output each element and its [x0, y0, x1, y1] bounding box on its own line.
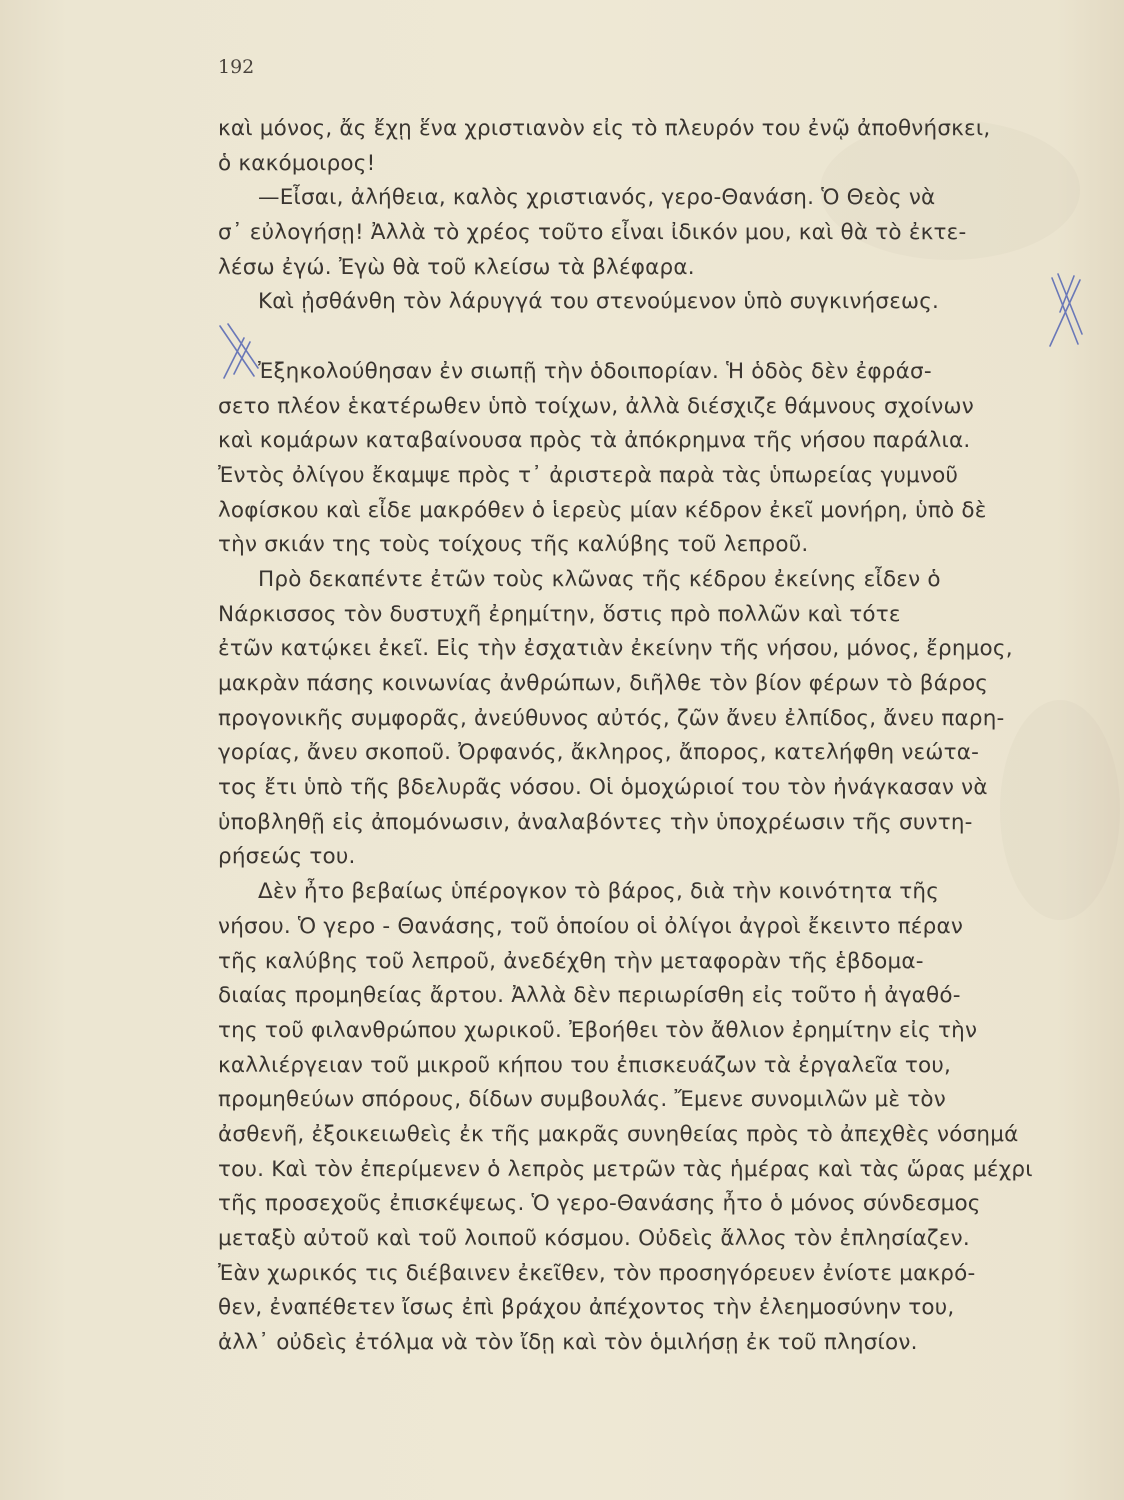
text-line: προμηθεύων σπόρους, δίδων συμβουλάς. Ἔμενε συνομιλῶν μὲ τὸν — [218, 1087, 946, 1113]
text-line: λοφίσκου καὶ εἶδε μακρόθεν ὁ ἱερεὺς μίαν κέδρον ἐκεῖ μονήρη, ὑπὸ δὲ — [218, 497, 987, 523]
text-line: διαίας προμηθείας ἄρτου. Ἀλλὰ δὲν περιωρίσθη εἰς τοῦτο ἡ ἀγαθό- — [218, 983, 961, 1009]
text-line: σ᾿ εὐλογήσῃ! Ἀλλὰ τὸ χρέος τοῦτο εἶναι ἰδικόν μου, καὶ θὰ τὸ ἐκτε- — [218, 220, 967, 246]
text-line: προγονικῆς συμφορᾶς, ἀνεύθυνος αὐτός, ζῶν ἄνευ ἐλπίδος, ἄνευ παρη- — [218, 705, 1005, 731]
section-break — [218, 320, 1056, 355]
text-line: θεν, ἐναπέθετεν ἴσως ἐπὶ βράχου ἀπέχοντος τὴν ἐλεημοσύνην του, — [218, 1295, 955, 1321]
text-line: ἐτῶν κατῴκει ἐκεῖ. Εἰς τὴν ἐσχατιὰν ἐκείνην τῆς νήσου, μόνος, ἔρημος, — [218, 636, 1013, 662]
text-line: ἀσθενῆ, ἐξοικειωθεὶς ἐκ τῆς μακρᾶς συνηθείας πρὸς τὸ ἀπεχθὲς νόσημά — [218, 1121, 1019, 1147]
text-line: τος ἔτι ὑπὸ τῆς βδελυρᾶς νόσου. Οἱ ὁμοχώριοί του τὸν ἠνάγκασαν νὰ — [218, 775, 988, 801]
text-line: —Εἶσαι, ἀλήθεια, καλὸς χριστιανός, γερο-Θανάση. Ὁ Θεὸς νὰ — [258, 185, 936, 211]
text-line: νήσου. Ὁ γερο - Θανάσης, τοῦ ὁποίου οἱ ὀλίγοι ἀγροὶ ἔκειντο πέραν — [218, 913, 964, 939]
text-line: γορίας, ἄνευ σκοποῦ. Ὀρφανός, ἄκληρος, ἄπορος, κατελήφθη νεώτα- — [218, 740, 980, 766]
text-line: καλλιέργειαν τοῦ μικροῦ κήπου του ἐπισκευάζων τὰ ἐργαλεῖα του, — [218, 1052, 952, 1078]
text-line: Πρὸ δεκαπέντε ἐτῶν τοὺς κλῶνας τῆς κέδρου ἐκείνης εἶδεν ὁ — [258, 566, 941, 592]
text-line: Ἐὰν χωρικός τις διέβαινεν ἐκεῖθεν, τὸν προσηγόρευεν ἐνίοτε μακρό- — [218, 1260, 976, 1286]
text-line: μεταξὺ αὐτοῦ καὶ τοῦ λοιποῦ κόσμου. Οὐδεὶς ἄλλος τὸν ἐπλησίαζεν. — [218, 1226, 970, 1251]
text-line: ἀλλ᾿ οὐδεὶς ἐτόλμα νὰ τὸν ἴδῃ καὶ τὸν ὁμιλήσῃ ἐκ τοῦ πλησίον. — [218, 1330, 918, 1356]
text-line: καὶ κομάρων καταβαίνουσα πρὸς τὰ ἀπόκρημνα τῆς νήσου παράλια. — [218, 428, 971, 454]
text-line: Νάρκισσος τὸν δυστυχῆ ἐρημίτην, ὅστις πρὸ πολλῶν καὶ τότε — [218, 601, 901, 627]
text-line: καὶ μόνος, ἄς ἔχῃ ἕνα χριστιανὸν εἰς τὸ πλευρόν του ἐνῷ ἀποθνήσκει, — [218, 116, 991, 141]
text-line: Καὶ ᾐσθάνθη τὸν λάρυγγά του στενούμενον ὑπὸ συγκινήσεως. — [258, 289, 940, 315]
text-line: ὑποβληθῇ εἰς ἀπομόνωσιν, ἀναλαβόντες τὴν ὑποχρέωσιν τῆς συντη- — [218, 809, 973, 835]
text-line: λέσω ἐγώ. Ἐγὼ θὰ τοῦ κλείσω τὰ βλέφαρα. — [218, 254, 695, 280]
text-line: τὴν σκιάν της τοὺς τοίχους τῆς καλύβης τοῦ λεπροῦ. — [218, 532, 809, 558]
page-number: 192 — [218, 56, 255, 78]
text-line: μακρὰν πάσης κοινωνίας ἀνθρώπων, διῆλθε τὸν βίον φέρων τὸ βάρος — [218, 671, 989, 696]
text-line: σετο πλέον ἑκατέρωθεν ὑπὸ τοίχων, ἀλλὰ διέσχιζε θάμνους σχοίνων — [218, 393, 974, 419]
text-line: Ἐξηκολούθησαν ἐν σιωπῇ τὴν ὁδοιπορίαν. Ἡ ὁδὸς δὲν ἐφράσ- — [258, 358, 932, 384]
text-line: της τοῦ φιλανθρώπου χωρικοῦ. Ἐβοήθει τὸν ἄθλιον ἐρημίτην εἰς τὴν — [218, 1017, 978, 1043]
text-line: ρήσεώς του. — [218, 844, 356, 870]
body-text — [218, 112, 1056, 1361]
text-line: Ἐντὸς ὀλίγου ἔκαμψε πρὸς τ᾿ ἀριστερὰ παρὰ τὰς ὑπωρείας γυμνοῦ — [218, 462, 959, 488]
text-line: τῆς καλύβης τοῦ λεπροῦ, ἀνεδέχθη τὴν μεταφορὰν τῆς ἑβδομα- — [218, 948, 924, 974]
text-line: του. Καὶ τὸν ἐπερίμενεν ὁ λεπρὸς μετρῶν τὰς ἡμέρας καὶ τὰς ὥρας μέχρι — [218, 1156, 1033, 1182]
text-line: τῆς προσεχοῦς ἐπισκέψεως. Ὁ γερο-Θανάσης ἦτο ὁ μόνος σύνδεσμος — [218, 1191, 981, 1217]
text-line: ὁ κακόμοιρος! — [218, 150, 376, 176]
text-line: Δὲν ἦτο βεβαίως ὑπέρογκον τὸ βάρος, διὰ τὴν κοινότητα τῆς — [258, 879, 940, 905]
